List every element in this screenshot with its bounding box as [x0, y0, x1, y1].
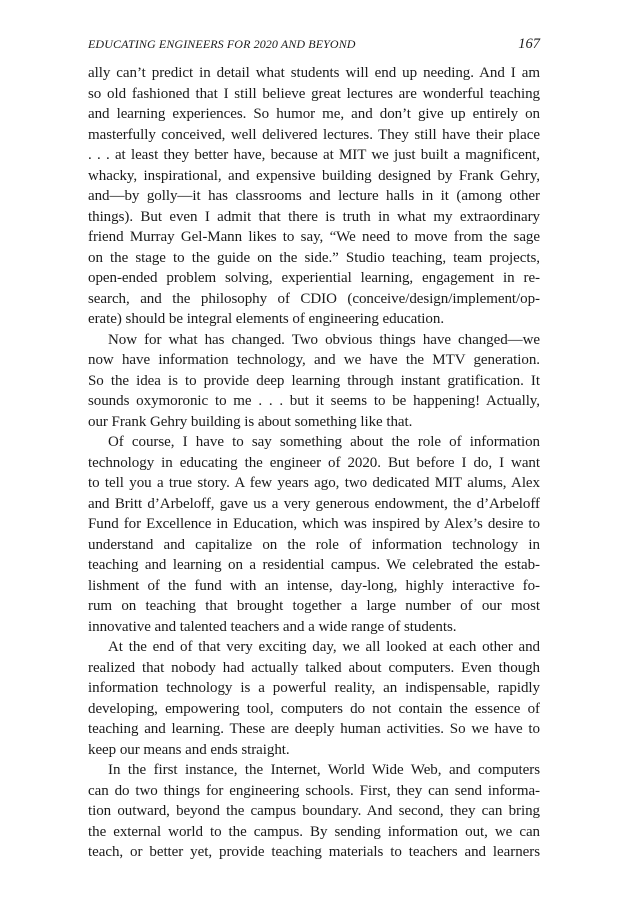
text-line: teaching and learning on a residential campus. We celebrated the estab-	[88, 557, 540, 573]
text-line: keep our means and ends straight.	[88, 741, 290, 758]
text-line: things). But even I admit that there is truth in what my extraordinary	[88, 208, 540, 225]
text-line: and learning experiences. So humor me, and don’t give up entirely on	[88, 106, 540, 122]
text-line: open-ended problem solving, experiential learning, engagement in re-	[88, 270, 540, 286]
text-line: understand and capitalize on the role of information technology in	[88, 536, 540, 553]
text-line: developing, empowering tool, computers do not contain the essence of	[88, 700, 540, 717]
paragraph-first-line: At the end of that very exciting day, we all looked at each other and	[108, 639, 540, 655]
text-line: So the idea is to provide deep learning through instant gratification. It	[88, 372, 540, 389]
text-line: erate) should be integral elements of engineering education.	[88, 311, 445, 327]
paragraph-first-line: Of course, I have to say something about the role of information	[108, 434, 540, 450]
text-line: and Britt d’Arbeloff, gave us a very generous endowment, the d’Arbeloff	[88, 495, 540, 512]
text-line: can do two things for engineering schools. First, they can send informa-	[88, 782, 540, 799]
text-line: technology in educating the engineer of 2020. But before I do, I want	[88, 454, 540, 471]
text-line: sounds oxymoronic to me . . . but it seems to be happening! Actually,	[88, 393, 540, 409]
text-line: rum on teaching that brought together a large number of our most	[88, 598, 540, 614]
text-line: so old fashioned that I still believe great lectures are wonderful teaching	[88, 85, 540, 102]
text-line: whacky, inspirational, and expensive building designed by Frank Gehry,	[88, 167, 540, 184]
text-line: on the stage to the guide on the side.” Studio teaching, team projects,	[88, 249, 540, 266]
text-line: friend Murray Gel-Mann likes to say, “We need to move from the sage	[88, 229, 540, 245]
text-line: information technology is a powerful reality, an indispensable, rapidly	[88, 680, 540, 696]
text-line: Fund for Excellence in Education, which was inspired by Alex’s desire to	[88, 516, 540, 532]
body-text	[88, 63, 540, 863]
text-line: masterfully conceived, well delivered lectures. They still have their place	[88, 126, 540, 143]
text-line: teach, or better yet, provide teaching materials to teachers and learners	[88, 844, 540, 860]
text-line: ally can’t predict in detail what students will end up needing. And I am	[88, 65, 540, 81]
text-line: to tell you a true story. A few years ago, two dedicated MIT alums, Alex	[88, 475, 540, 491]
text-line: lishment of the fund with an intense, day-long, highly interactive fo-	[88, 577, 540, 594]
text-line: search, and the philosophy of CDIO (conceive/design/implement/op-	[88, 290, 540, 307]
text-line: teaching and learning. These are deeply human activities. So we have to	[88, 721, 540, 737]
page-number: 167	[518, 36, 540, 52]
text-line: . . . at least they better have, because at MIT we just built a magnificent,	[88, 147, 540, 163]
text-line: realized that nobody had actually talked about computers. Even though	[88, 659, 540, 676]
text-line: our Frank Gehry building is about something like that.	[88, 413, 413, 430]
text-line: and—by golly—it has classrooms and lecture halls in it (among other	[88, 188, 540, 204]
paragraph-first-line: In the first instance, the Internet, World Wide Web, and computers	[108, 762, 540, 778]
text-line: innovative and talented teachers and a wide range of students.	[88, 618, 457, 635]
running-title: EDUCATING ENGINEERS FOR 2020 AND BEYOND	[88, 37, 356, 51]
text-line: tion outward, beyond the campus boundary. And second, they can bring	[88, 803, 540, 819]
paragraph-first-line: Now for what has changed. Two obvious things have changed—we	[108, 331, 540, 348]
text-line: now have information technology, and we have the MTV generation.	[88, 352, 540, 368]
text-line: the external world to the campus. By sending information out, we can	[88, 823, 540, 840]
running-header	[88, 36, 540, 56]
